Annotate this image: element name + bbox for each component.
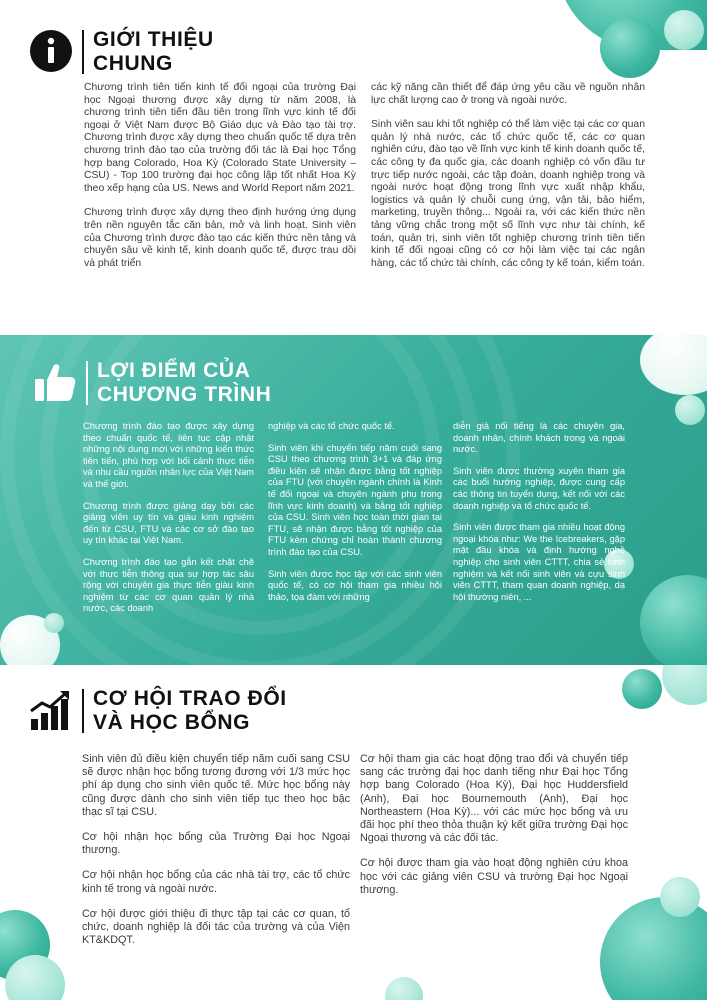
paragraph: Chương trình được giảng dạy bởi các giảng viên uy tín và giàu kinh nghiệm đến từ CSU, FTU và các cơ sở đào tạo uy tín khác tại Việt Nam. xyxy=(83,500,254,546)
exchange-heading xyxy=(28,687,287,735)
paragraph: Sinh viên được tham gia nhiều hoạt động ngoại khóa như: We the Icebreakers, gặp mặt đầu khóa và định hướng nghề nghiệp cho sinh viên CTTT, chia sẻ kinh nghiệm và kết nối sinh viên và cựu sinh viên CTTT, tham quan doanh nghiệp, dạ hội thường niên, ... xyxy=(453,522,625,602)
decor-bubble xyxy=(640,575,707,665)
growth-chart-icon xyxy=(28,687,74,733)
paragraph: Cơ hội được tham gia vào hoạt động nghiên cứu khoa học với các giảng viên CSU và trường Đại học Ngoại thương. xyxy=(360,857,628,896)
paragraph: Cơ hội nhận học bổng của Trường Đại học Ngoại thương. xyxy=(82,831,350,857)
advantages-title: LỢI ĐIỂM CỦA CHƯƠNG TRÌNH xyxy=(97,359,272,406)
decor-bubble xyxy=(662,665,707,705)
paragraph: Sinh viên khi chuyển tiếp năm cuối sang CSU theo chương trình 3+1 và đáp ứng điều kiện sẽ nhận được bằng tốt nghiệp của FTU (với chuyên ngành chính là Kinh tế đối ngoại và chuyên ngành phụ trong lĩnh vực kinh doanh) và bằng tốt nghiệp của CSU. Sinh viên học toàn thời gian tại FTU, sẽ nhận được bằng tốt nghiệp của FTU kèm chứng chỉ hoàn thành chương trình đào tạo của CSU. xyxy=(268,442,442,557)
exchange-section xyxy=(0,665,707,1000)
decor-bubble xyxy=(600,18,660,78)
heading-divider xyxy=(86,361,88,405)
decor-bubble xyxy=(44,613,64,633)
intro-col1 xyxy=(84,82,356,282)
paragraph: các kỹ năng cần thiết để đáp ứng yêu cầu về nguồn nhân lực chất lượng cao ở trong và ngoài nước. xyxy=(371,82,645,106)
decor-bubble xyxy=(660,877,700,917)
info-icon xyxy=(28,28,74,74)
decor-bubble xyxy=(385,977,423,1000)
intro-section xyxy=(0,0,707,335)
advantages-col1 xyxy=(83,421,254,625)
exchange-col2 xyxy=(360,753,628,909)
paragraph: Sinh viên được học tập với các sinh viên quốc tế, có cơ hội tham gia nhiều hội thảo, tọa đàm với những xyxy=(268,568,442,602)
heading-divider xyxy=(82,689,84,733)
paragraph: Cơ hội nhận học bổng của các nhà tài trợ, các tổ chức kinh tế trong và ngoài nước. xyxy=(82,869,350,895)
paragraph: Chương trình đào tạo được xây dựng theo chuẩn quốc tế, liên tục cập nhật những nội dung mới với những kiến thức tiên tiến, phù hợp với bối cảnh thực tiễn và nhu cầu nguồn nhân lực của Việt Nam và thế giới. xyxy=(83,421,254,489)
paragraph: Cơ hội được giới thiệu đi thực tập tại các cơ quan, tổ chức, doanh nghiệp là đối tác của trường và của Viện KT&KDQT. xyxy=(82,907,350,947)
thumbs-up-icon xyxy=(32,359,78,405)
paragraph: Sinh viên đủ điều kiện chuyển tiếp năm cuối sang CSU sẽ được nhận học bổng tương đương với 1/3 mức học phí áp dụng cho sinh viên quốc tế. Mức học bổng này cũng được dành cho sinh viên tiếp tục theo học bậc thạc sĩ tại CSU. xyxy=(82,753,350,818)
advantages-col2 xyxy=(268,421,442,613)
paragraph: Chương trình đào tạo gắn kết chặt chẽ với thực tiễn thông qua sự hợp tác sâu rộng với chuyên gia thực tiễn giàu kinh nghiệm từ các cơ quan quản lý nhà nước, các doanh xyxy=(83,556,254,614)
advantages-col3 xyxy=(453,421,625,613)
paragraph: Cơ hội tham gia các hoạt động trao đổi và chuyển tiếp sang các trường đại học danh tiếng như Đại học Tổng hợp bang Colorado (Hoa Kỳ), Đại học Huddersfield (Anh), Đại học Bournemouth (Anh), Đại học Northeastern (Hoa Kỳ)... với các mức học bổng và ưu đãi học phí theo thỏa thuận ký kết giữa trường Đại học Ngoại thương và các đối tác. xyxy=(360,753,628,845)
advantages-section xyxy=(0,335,707,665)
intro-col2 xyxy=(371,82,645,282)
decor-bubble xyxy=(675,395,705,425)
exchange-title: CƠ HỘI TRAO ĐỔI VÀ HỌC BỔNG xyxy=(93,687,287,734)
paragraph: nghiệp và các tổ chức quốc tế. xyxy=(268,421,395,431)
paragraph: Chương trình tiên tiến kinh tế đối ngoại của trường Đại học Ngoại thương được xây dựng từ năm 2008, là chương trình tiên tiến đầu tiên trong lĩnh vực kinh tế đối ngoại ở Việt Nam được Bộ Giáo dục và Đào tạo tài trợ. Chương trình được xây dựng theo chuẩn quốc tế dựa trên chương trình đào tạo của trường đối tác là Đại học Tổng hợp bang Colorado, Hoa Kỳ (Colorado State University – CSU) - Top 100 trường đại học công lập tốt nhất Hoa Kỳ theo xếp hạng của US. News and World Report năm 2021. xyxy=(84,82,356,194)
decor-bubble xyxy=(664,10,704,50)
intro-heading xyxy=(28,28,214,76)
decor-bubble xyxy=(640,335,707,395)
advantages-heading xyxy=(32,359,271,407)
paragraph: Chương trình được xây dựng theo định hướng ứng dụng trên nền nguyên tắc căn bản, mở và linh hoạt. Sinh viên của Chương trình được đào tạo các kiến thức nền tảng và chuyên sâu về kinh tế, kinh doanh quốc tế, được trau dồi và phát triển xyxy=(84,207,356,269)
heading-divider xyxy=(82,30,84,74)
decor-bubble xyxy=(5,955,65,1000)
paragraph: diễn giả nổi tiếng là các chuyên gia, doanh nhân, chính khách trong và ngoài nước. xyxy=(453,421,625,455)
intro-title: GIỚI THIỆU CHUNG xyxy=(93,28,214,75)
paragraph: Sinh viên sau khi tốt nghiệp có thể làm việc tại các cơ quan quản lý nhà nước, các tổ chức quốc tế, các cơ quan nghiên cứu, đào tạo về lĩnh vực kinh tế kinh doanh quốc tế, các công ty đa quốc gia, các doanh nghiệp có vốn đầu tư trực tiếp nước ngoài, các tập đoàn, doanh nghiệp trong và ngoài nước hoạt động trong lĩnh vực xuất nhập khẩu, logistics và quản lý chuỗi cung ứng, vận tải, bảo hiểm, marketing, truyền thông... Ngoài ra, với các kiến thức nền tảng vững chắc trong một số lĩnh vực như tài chính, kế toán, quản trị, sinh viên tốt nghiệp chương trình tiên tiến kinh tế đối ngoại cũng có cơ hội làm việc tại các ngân hàng, các tổ chức tài chính, các công ty kế toán, kiểm toán. xyxy=(371,119,645,269)
exchange-col1 xyxy=(82,753,350,959)
paragraph: Sinh viên được thường xuyên tham gia các buổi hướng nghiệp, được cung cấp các thông tin tuyển dụng, kết nối với các doanh nghiệp và tổ chức quốc tế. xyxy=(453,465,625,511)
decor-bubble xyxy=(622,669,662,709)
